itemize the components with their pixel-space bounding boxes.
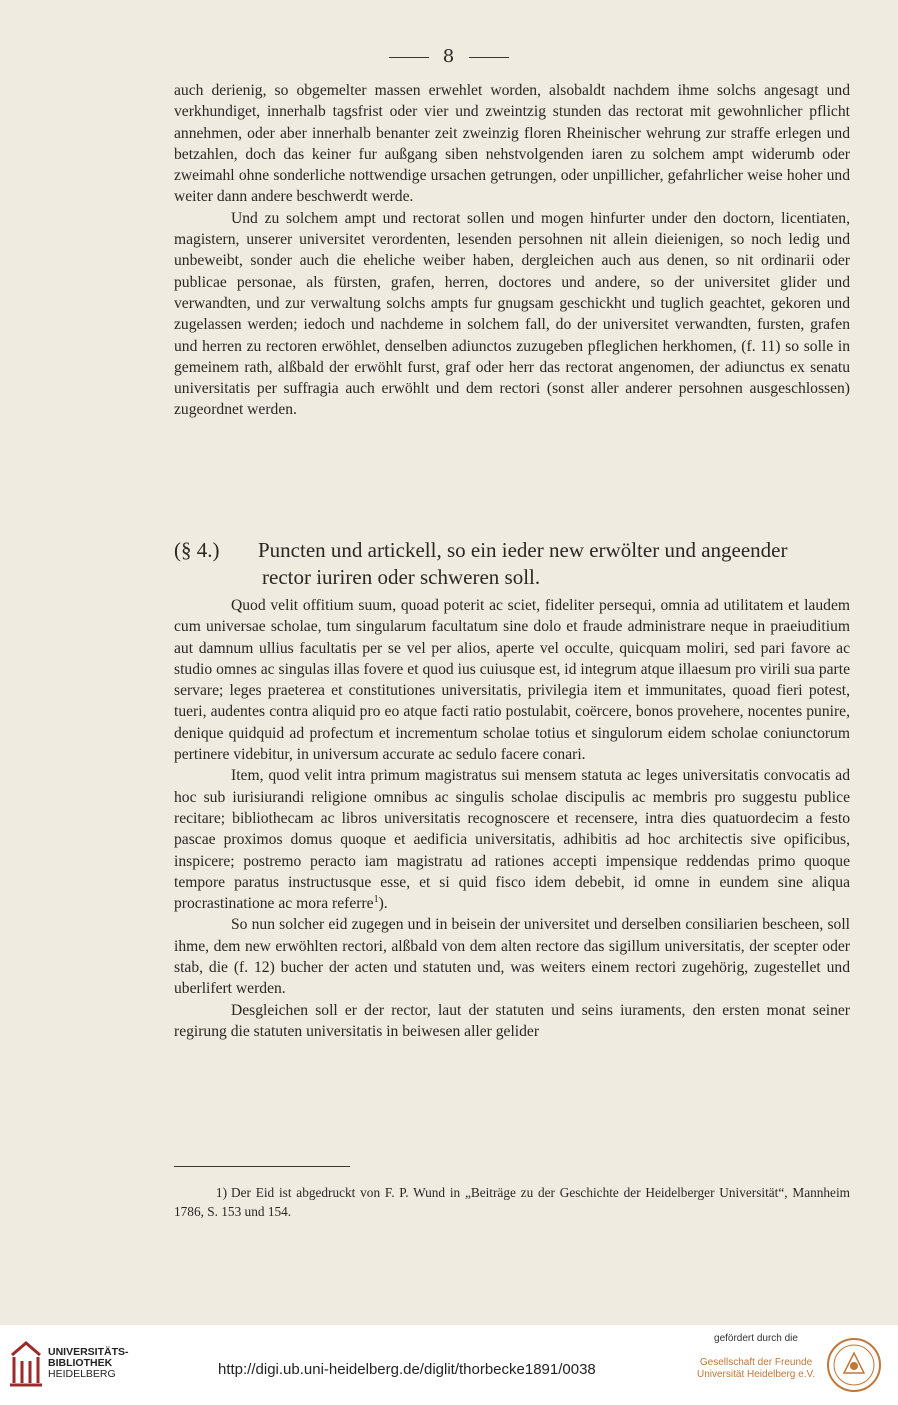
- paragraph: So nun solcher eid zugegen und in beisein der universitet und derselben consiliarien bescheen, soll ihme, dem new erwöhlten rectori, alßbald von dem alten rectore das sigillum universitatis, der scepter oder stab, die (f. 12) bucher der acten und statuten und, was weiters einem rectori zugehörig, zugestellet und uberlifert werden.: [174, 916, 850, 998]
- sponsor-credit[interactable]: gefördert durch die Gesellschaft der Freunde Universität Heidelberg e.V.: [696, 1333, 816, 1380]
- paragraph: Und zu solchem ampt und rectorat sollen und mogen hinfurter under den doctorn, licentiaten, magistern, unserer universitet verordenten, lesenden persohnen nit allein dieienigen, so noch ledig und unbeweibt, sonder auch die eheliche weiber haben, dergleichen auch aus denen, so nit ordinarii oder publicae personae, als fürsten, grafen, herren, doctores und andere, so der universitet glider und verwandten, und zur verwaltung solchs ampts fur gnugsam geschickht und tuglich geachtet, gekoren und zugelassen werden; iedoch und nachdeme in solchem fall, do der universitet verwandten, fursten, grafen und herren zu rectoren erwöhlet, denselben adiunctos zuzugeben pfleglichen herkhomen, (f. 11) so solle in gemeinem rath, alßbald der erwöhlt furst, graf oder herr das rectorat angenomen, der adiunctus ex senatu universitatis per suffragia auch erwöhlt und dem rectori (sonst aller anderer persohnen ausgeschlossen) zugeordnet werden.: [174, 209, 850, 419]
- footnote-text: Der Eid ist abgedruckt von F. P. Wund in „Beiträge zu der Geschichte der Heidelberger Universität“, Mannheim 1786, S. 153 und 154.: [174, 1185, 850, 1219]
- footnote-number: 1): [215, 1185, 227, 1200]
- page-number: 8: [0, 46, 898, 67]
- library-name[interactable]: UNIVERSITÄTS- BIBLIOTHEK HEIDELBERG: [48, 1346, 129, 1380]
- section-title-line2: rector iuriren oder schweren soll.: [262, 565, 541, 589]
- footnote-reference[interactable]: 1: [373, 893, 379, 905]
- dash-right: [469, 57, 509, 58]
- library-logo-icon[interactable]: [8, 1339, 44, 1387]
- footnote: [174, 1183, 850, 1221]
- paragraph: Item, quod velit intra primum magistratus sui mensem statuta ac leges universitatis convocatis ad hoc sub iurisiurandi religione omnibus ac singulis scholae discipulis ac membris pro suggestu publice recitare; bibliothecam ac libros universitatis recognoscere et recensere, intra dies quatuordecim a festo pascae proximos domus quoque et aedificia universitatis, adhibitis ad hoc architectis sive opificibus, inspicere; postremo peracto iam magistratu ad rationes accepti impensique reddendas primo quoque tempore paratus instructusque esse, et si quid fisco idem debebit, id omne in eundem sine aliqua procrastinatione ac mora referre$^1$).: [174, 767, 850, 913]
- section-title-line1: Puncten und artickell, so ein ieder new erwölter und angeender: [258, 538, 788, 562]
- footnote-divider: [174, 1166, 350, 1167]
- section-number: (§ 4.): [174, 538, 220, 562]
- university-seal-icon: [826, 1337, 882, 1393]
- dash-left: [389, 57, 429, 58]
- section-heading: [174, 537, 864, 591]
- paragraph: auch derienig, so obgemelter massen erwehlet worden, alsobaldt nachdem ihme solchs angesagt und verkhundiget, innerhalb tagsfrist oder vier und zweintzig stunden das rectorat mit gewohnlicher pflicht annehmen, oder aber innerhalb benanter zeit zweinzig floren Rheinischer wehrung zur straffe erlegen und betzahlen, doch das keiner fur außgang siben nehstvolgenden iaren zu solchem ampt widerumb oder zweimahl ohne sonderliche nottwendige ursachen getrungen, oder unpillicher, gefahrlicher weise hoher und weiter dann andere beschwerdt werde.: [174, 82, 850, 206]
- permalink-url[interactable]: http://digi.ub.uni-heidelberg.de/diglit/thorbecke1891/0038: [218, 1361, 596, 1378]
- body-text-bottom: [174, 595, 850, 1042]
- paragraph: Quod velit offitium suum, quoad poterit ac sciet, fideliter persequi, omnia ad utilitatem et laudem cum universae scholae, tum singularum facultatum sine dolo et fraude administrare neque in praeiuditium aut damnum ullius facultatis per se vel per alios, aperte vel occulte, quicquam moliri, sed pari favore ac studio omnes ac singulas illas fovere et quod ius cuiusque est, id integrum atque illaesum pro virili sua parte servare; leges praeterea et constitutiones universitatis, privilegia item et immunitates, quoad fieri potest, tueri, audentes contra aliquid pro eo atque facti ratio postulabit, coërcere, bonos provehere, nocentes punire, denique quidquid ad profectum et incrementum scholae totius et singulorum eidem scholae coniunctorum pertinere videbitur, in universum accurate ac sedulo facere conari.: [174, 597, 850, 764]
- viewer-footer: [0, 1325, 898, 1405]
- paragraph: Desgleichen soll er der rector, laut der statuten und seins iuraments, den ersten monat seiner regirung die statuten universitatis in beiwesen aller gelider: [174, 1001, 850, 1040]
- body-text-top: [174, 80, 850, 421]
